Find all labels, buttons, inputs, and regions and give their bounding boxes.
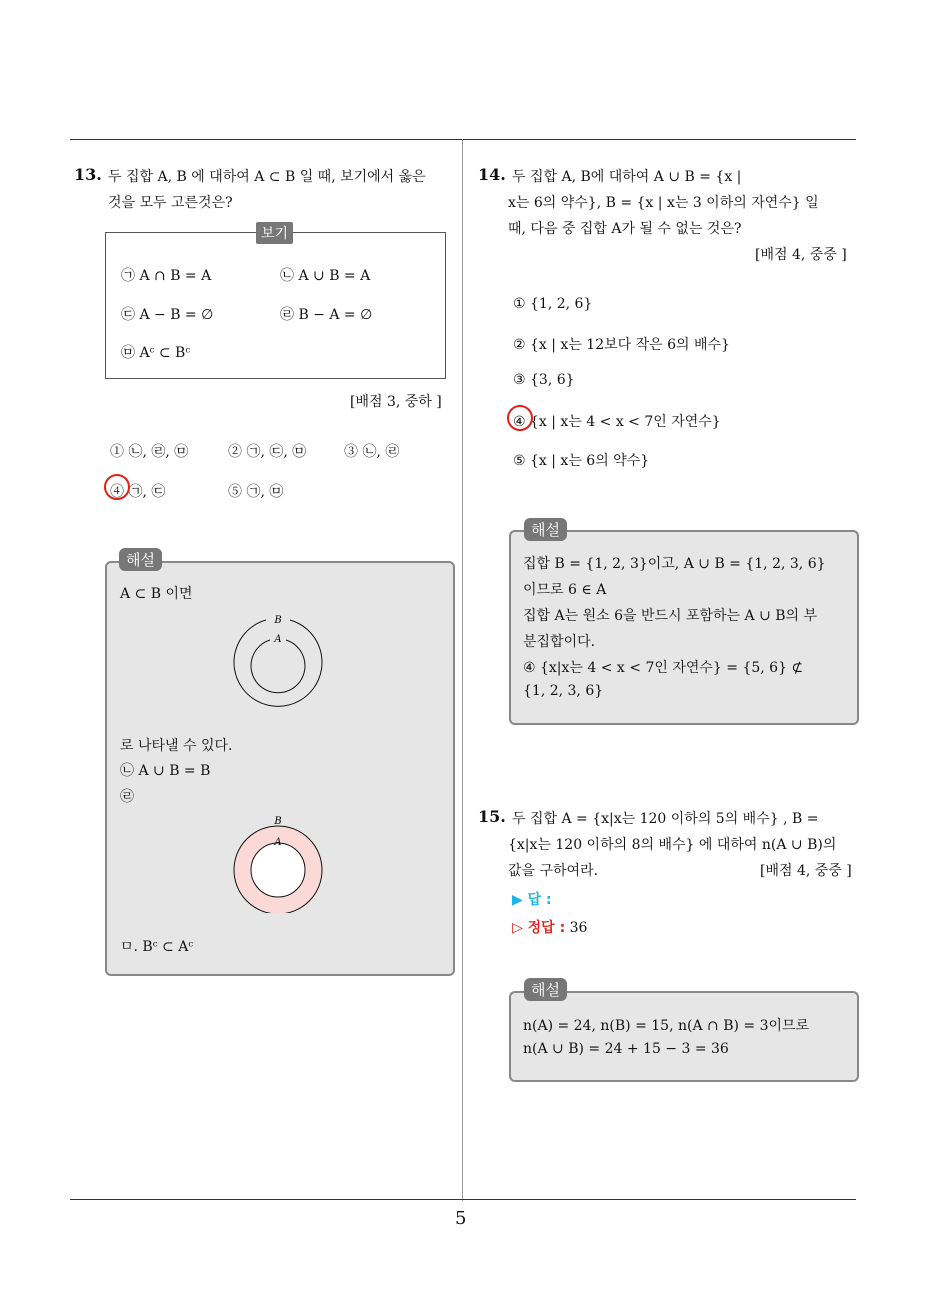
q14-sol-line-6: {1, 2, 3, 6} bbox=[523, 683, 604, 699]
q15-sol-line-2: n(A ∪ B) = 24 + 15 − 3 = 36 bbox=[523, 1041, 729, 1057]
q13-sol-line-2: 로 나타낼 수 있다. bbox=[120, 738, 233, 754]
bogi-item-4: ㉣ B − A = ∅ bbox=[280, 307, 373, 323]
q14-sol-line-1: 집합 B = {1, 2, 3}이고, A ∪ B = {1, 2, 3, 6} bbox=[523, 556, 826, 572]
q13-choice-5[interactable]: ⑤ ㉠, ㉤ bbox=[228, 484, 284, 500]
q14-answer-mark bbox=[507, 405, 533, 431]
q14-score: [배점 4, 중중 ] bbox=[755, 247, 847, 263]
q14-choice-1[interactable]: ① {1, 2, 6} bbox=[513, 296, 593, 312]
q14-sol-line-3: 집합 A는 원소 6을 반드시 포함하는 A ∪ B의 부 bbox=[523, 608, 818, 624]
q13-choice-2[interactable]: ② ㉠, ㉢, ㉤ bbox=[228, 444, 307, 460]
venn2-label-a: A bbox=[274, 837, 282, 848]
bogi-item-5: ㉤ Aᶜ ⊂ Bᶜ bbox=[121, 345, 191, 361]
q14-text-1: 두 집합 A, B에 대하여 A ∪ B = {x | bbox=[512, 169, 742, 185]
bogi-item-2: ㉡ A ∪ B = A bbox=[280, 268, 371, 284]
q13-answer-mark bbox=[104, 474, 130, 500]
q13-choice-3[interactable]: ③ ㉡, ㉣ bbox=[344, 444, 400, 460]
venn1-label-b: B bbox=[274, 615, 282, 626]
q13-sol-line-5: ㅁ. Bᶜ ⊂ Aᶜ bbox=[120, 939, 194, 955]
q14-sol-line-4: 분집합이다. bbox=[523, 634, 596, 650]
q13-sol-line-4: ㉣ bbox=[120, 789, 134, 805]
venn2-inner-circle bbox=[251, 843, 305, 897]
venn1-outer-circle bbox=[234, 620, 322, 706]
venn2-label-b: B bbox=[274, 816, 282, 827]
q15-text-2: {x|x는 120 이하의 8의 배수} 에 대하여 n(A ∪ B)의 bbox=[508, 837, 837, 853]
q15-solution-box bbox=[509, 991, 859, 1082]
column-divider bbox=[462, 139, 463, 1201]
q14-sol-line-2: 이므로 6 ∈ A bbox=[523, 582, 607, 598]
q14-choice-4[interactable]: ④ {x | x는 4 < x < 7인 자연수} bbox=[513, 414, 721, 430]
q14-number: 14. bbox=[478, 165, 506, 184]
q14-text-3: 때, 다음 중 집합 A가 될 수 없는 것은? bbox=[508, 221, 742, 237]
venn-diagram-1 bbox=[228, 612, 328, 712]
q13-text-1: 두 집합 A, B 에 대하여 A ⊂ B 일 때, 보기에서 옳은 bbox=[108, 169, 426, 185]
q13-solution-tag: 해설 bbox=[119, 548, 162, 571]
q15-correct-row bbox=[512, 917, 587, 937]
q15-text-1: 두 집합 A = {x|x는 120 이하의 5의 배수} , B = bbox=[512, 811, 819, 827]
q15-number: 15. bbox=[478, 807, 506, 826]
q14-text-2: x는 6의 약수}, B = {x | x는 3 이하의 자연수} 일 bbox=[508, 195, 819, 211]
q13-choice-1[interactable]: ① ㉡, ㉣, ㉤ bbox=[110, 444, 189, 460]
bottom-rule bbox=[70, 1199, 856, 1200]
venn-diagram-2 bbox=[228, 813, 328, 913]
q15-answer-label: ▶ 답 : bbox=[512, 892, 552, 908]
q15-solution-tag: 해설 bbox=[524, 978, 567, 1001]
bogi-item-1: ㉠ A ∩ B = A bbox=[121, 268, 212, 284]
q14-solution-tag: 해설 bbox=[524, 518, 567, 541]
page-number: 5 bbox=[455, 1208, 467, 1229]
venn1-label-a: A bbox=[274, 634, 282, 645]
q14-choice-5[interactable]: ⑤ {x | x는 6의 약수} bbox=[513, 453, 650, 469]
q13-number: 13. bbox=[74, 165, 102, 184]
q15-text-3: 값을 구하여라. bbox=[508, 863, 599, 879]
venn1-inner-circle bbox=[251, 640, 305, 693]
top-rule bbox=[70, 139, 856, 140]
bogi-label: 보기 bbox=[256, 222, 293, 244]
q15-correct-label: ▷ 정답 : bbox=[512, 920, 566, 936]
q14-choice-3[interactable]: ③ {3, 6} bbox=[513, 372, 575, 388]
q14-sol-line-5: ④ {x|x는 4 < x < 7인 자연수} = {5, 6} ⊄ bbox=[523, 660, 804, 676]
q13-sol-line-1: A ⊂ B 이면 bbox=[120, 586, 193, 602]
bogi-item-3: ㉢ A − B = ∅ bbox=[121, 307, 214, 323]
q13-choice-4[interactable]: ④ ㉠, ㉢ bbox=[110, 484, 166, 500]
q15-sol-line-1: n(A) = 24, n(B) = 15, n(A ∩ B) = 3이므로 bbox=[523, 1018, 810, 1034]
q14-choice-2[interactable]: ② {x | x는 12보다 작은 6의 배수} bbox=[513, 337, 730, 353]
q13-sol-line-3: ㉡ A ∪ B = B bbox=[120, 763, 211, 779]
q15-score: [배점 4, 중중 ] bbox=[760, 863, 852, 879]
q13-text-2: 것을 모두 고른것은? bbox=[108, 195, 233, 211]
q13-score: [배점 3, 중하 ] bbox=[350, 394, 442, 410]
q15-correct-value: 36 bbox=[569, 920, 588, 936]
